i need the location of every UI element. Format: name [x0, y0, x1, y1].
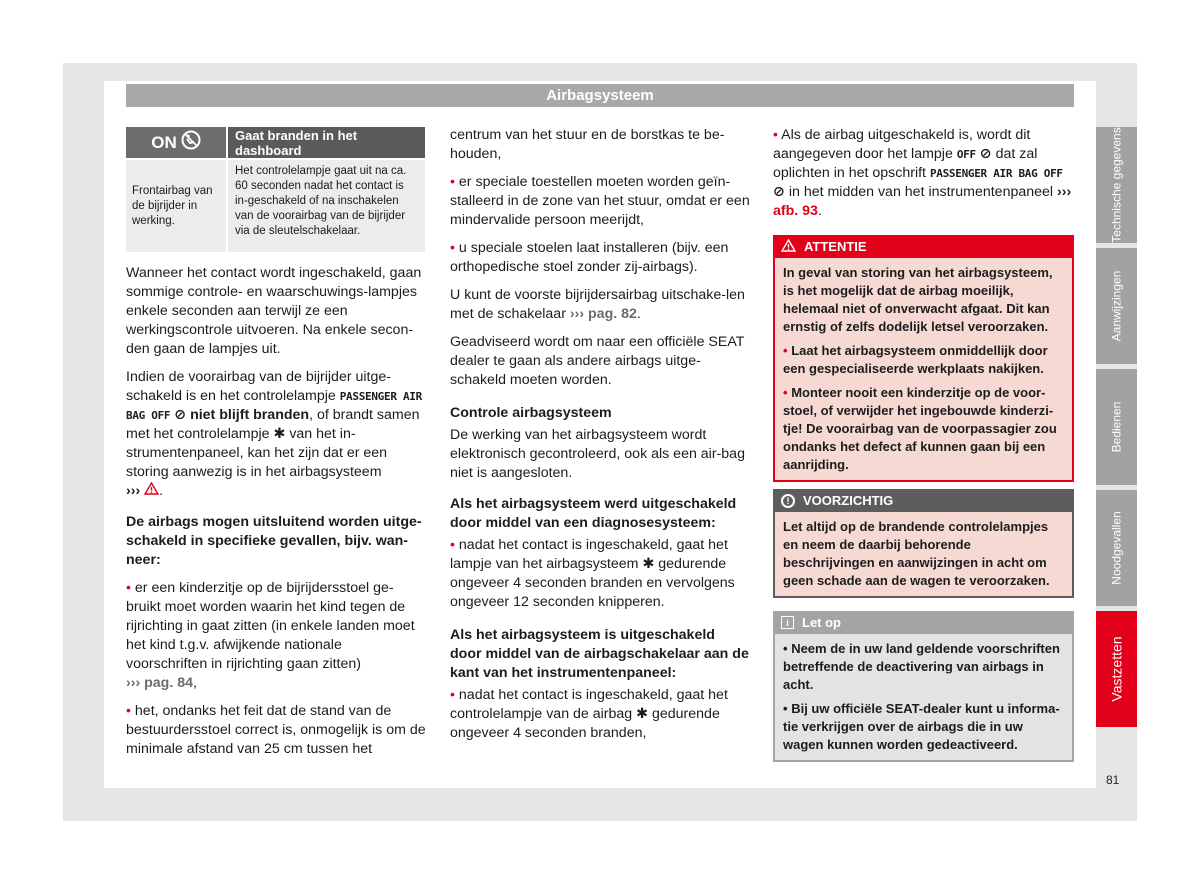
heading-controle: Controle airbagsysteem [450, 405, 612, 421]
warning-triangle-icon[interactable] [144, 483, 159, 499]
indicator-label: Frontairbag van de bijrijder in werking. [126, 160, 226, 252]
paragraph-intro: Wanneer het contact wordt ingeschakeld, gaan sommige controle- en waarschuwings-lampjes enkele seconden aan terwijl ze een werkingscontrole uitvoeren. Na enkele secon-den gaan de lampjes uit. [126, 265, 422, 357]
attentie-text: In geval van storing van het airbagsysteem, is het mogelijk dat de airbag moeilijk, helemaal niet of onverwacht afgaat. Dit kan ernstig of zelfs dodelijk letsel veroorzaken. [783, 265, 1053, 334]
indicator-description: Het controlelampje gaat uit na ca. 60 seconden nadat het contact is in-geschakeld of na inschakelen van de voorairbag van de bijrijder via de sleutelschakelaar. [226, 160, 425, 252]
indicator-column-title: Gaat branden in het dashboard [226, 127, 425, 158]
paragraph-malfunction: Indien de voorairbag van de bijrijder uitge-schakeld is en het controlelampje PASSENGER AIR BAG OFF ⊘ niet blijft branden, of brandt samen met het controlelampje ✱ van het in-strumentenpaneel, kan het zijn dat er een storing aanwezig is in het airbagsysteem ››› . [126, 369, 422, 499]
cross-ref-arrow[interactable]: ››› [1057, 184, 1072, 200]
list-item: • het, ondanks het feit dat de stand van de bestuurdersstoel correct is, onmogelijk is om de minimale afstand van 25 cm tussen het [126, 703, 426, 757]
voorzichtig-header: ! VOORZICHTIG [773, 489, 1074, 512]
passenger-airbag-icon [181, 130, 201, 155]
list-item: • nadat het contact is ingeschakeld, gaat het controlelampje van de airbag ✱ gedurende ongeveer 4 seconden branden, [450, 687, 728, 741]
tab-bedienen[interactable]: Bedienen [1096, 369, 1137, 485]
list-item: • er speciale toestellen moeten worden geïn-stalleerd in de zone van het stuur, omdat er een mindervalide persoon meerijdt, [450, 174, 750, 228]
paragraph-dealer: Geadviseerd wordt om naar een officiële SEAT dealer te gaan als andere airbags uitge-schakeld moeten worden. [450, 334, 745, 388]
paragraph-switch: U kunt de voorste bijrijdersairbag uitschake-len met de schakelaar ››› pag. 82. [450, 287, 745, 322]
bold-intro: De airbags mogen uitsluitend worden uitge-schakeld in specifieke gevallen, bijv. wan-neer: [126, 514, 422, 568]
page-number: 81 [1106, 773, 1120, 787]
tab-vastzetten[interactable]: Vastzetten [1096, 611, 1137, 727]
airbag-warning-icon: ✱ [642, 556, 655, 572]
list-item: • Monteer nooit een kinderzitje op de voor-stoel, of verwijder het ingebouwde kinderzi-tje! De voorairbag van de voorpassagier zou ondanks het defect af kunnen gaan bij een aanrijding. [783, 385, 1057, 472]
warning-triangle-icon [781, 239, 796, 255]
page-84-link[interactable]: ››› pag. 84 [126, 675, 194, 691]
airbag-off-icon: ⊘ [979, 146, 992, 162]
column-3 [773, 126, 1073, 230]
off-label: OFF [956, 148, 976, 161]
airbag-warning-icon: ✱ [636, 706, 649, 722]
indicator-icon-cell [126, 127, 226, 158]
passenger-airbag-off-label: PASSENGER AIR BAG OFF [929, 167, 1063, 180]
list-item: • nadat het contact is ingeschakeld, gaat het lampje van het airbagsysteem ✱ gedurende ongeveer 4 seconden branden en vervolgens ongeveer 12 seconden knipperen. [450, 537, 735, 610]
tab-technische-gegevens[interactable]: Technische gegevens [1096, 127, 1137, 243]
attentie-box [773, 235, 1074, 482]
page-82-link[interactable]: ››› pag. 82 [569, 306, 637, 322]
indicator-table [126, 127, 425, 252]
voorzichtig-text: Let altijd op de brandende controlelampjes en neem de daarbij behorende beschrijvingen en aanwijzingen in acht om geen schade aan de wagen te veroorzaken. [783, 519, 1050, 588]
attentie-header: ATTENTIE [773, 235, 1074, 258]
airbag-off-icon: ⊘ [174, 407, 187, 423]
list-item: • Neem de in uw land geldende voorschriften betreffende de deactivering van airbags in acht. [783, 641, 1060, 692]
column-2 [450, 126, 750, 752]
paragraph-continued: centrum van het stuur en de borstkas te be-houden, [450, 127, 725, 162]
cross-ref-arrow[interactable]: ››› [126, 483, 141, 499]
letop-box [773, 611, 1074, 762]
list-item: • Bij uw officiële SEAT-dealer kunt u informa-tie verkrijgen over de airbags die in uw wagen kunnen worden gedeactiveerd. [783, 701, 1060, 752]
on-label: ON [151, 132, 177, 152]
airbag-off-icon: ⊘ [773, 184, 785, 200]
paragraph-control: De werking van het airbagsysteem wordt elektronisch gecontroleerd, ook als een air-bag niet is aangesloten. [450, 427, 745, 481]
section-title: Airbagsysteem [126, 84, 1074, 107]
list-item: • u speciale stoelen laat installeren (bijv. een orthopedische stoel zonder zij-airbags). [450, 240, 729, 275]
column-1 [126, 264, 426, 768]
heading-schakelaar: Als het airbagsysteem is uitgeschakeld door middel van de airbagschakelaar aan de kant van het instrumentenpaneel: [450, 627, 749, 681]
heading-diagnose: Als het airbagsysteem werd uitgeschakeld door middel van een diagnosesysteem: [450, 496, 737, 531]
passenger-airbag-off-label: PASSENGER AIR BAG OFF [126, 390, 422, 422]
list-item: • Als de airbag uitgeschakeld is, wordt dit aangegeven door het lampje OFF ⊘ dat zal oplichten in het opschrift PASSENGER AIR BAG OFF ⊘ in het midden van het instrumentenpaneel ››› afb. 93. [773, 127, 1072, 219]
letop-header: i Let op [773, 611, 1074, 634]
tab-noodgevallen[interactable]: Noodgevallen [1096, 490, 1137, 606]
afb-93-link[interactable]: afb. 93 [773, 203, 818, 219]
list-item: • er een kinderzitje op de bijrijdersstoel ge-bruikt moet worden waarin het kind tegen de rijrichting in gaat zitten (in enkele landen moet het kind t.g.v. afwijkende nationale voorschriften in rijrichting gaan zitten) ››› pag. 84, [126, 580, 415, 691]
info-icon: i [781, 616, 794, 629]
tab-aanwijzingen[interactable]: Aanwijzingen [1096, 248, 1137, 364]
list-item: • Laat het airbagsysteem onmiddellijk door een gespecialiseerde werkplaats nakijken. [783, 343, 1048, 376]
voorzichtig-box [773, 489, 1074, 598]
exclamation-circle-icon: ! [781, 494, 795, 508]
airbag-warning-icon: ✱ [273, 426, 286, 442]
